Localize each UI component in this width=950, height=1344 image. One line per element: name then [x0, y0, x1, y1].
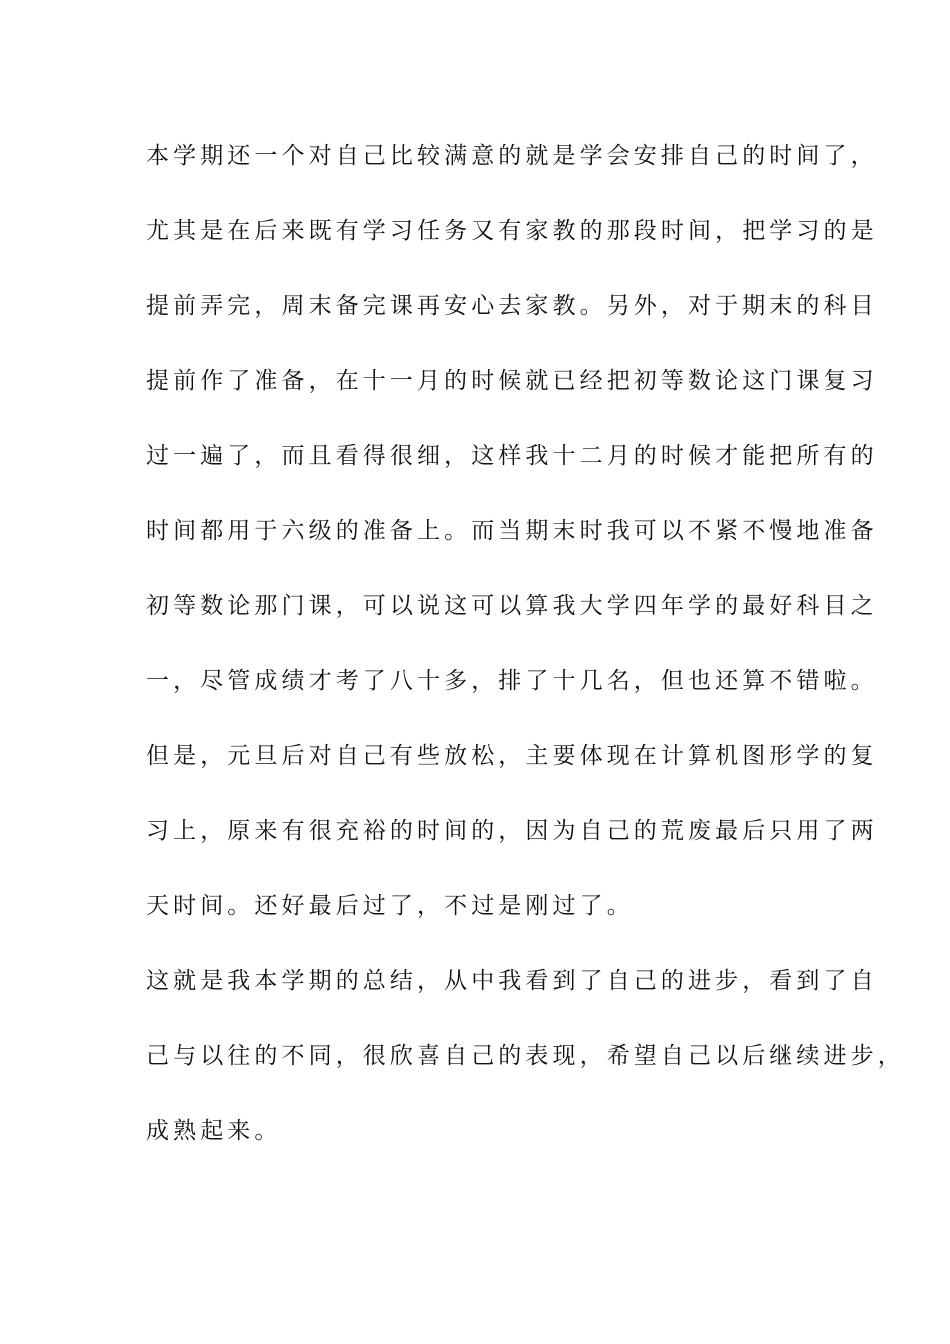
text-line: 过一遍了，而且看得很细，这样我十二月的时候才能把所有的	[146, 443, 878, 469]
text-line: 提前作了准备，在十一月的时候就已经把初等数论这门课复习	[146, 368, 878, 394]
text-line: 初等数论那门课，可以说这可以算我大学四年学的最好科目之	[146, 593, 878, 619]
text-line: 提前弄完，周末备完课再安心去家教。另外，对于期末的科目	[146, 293, 878, 319]
text-line: 己与以往的不同，很欣喜自己的表现，希望自己以后继续进步，	[146, 1043, 905, 1069]
text-line: 尤其是在后来既有学习任务又有家教的那段时间，把学习的是	[146, 218, 878, 244]
text-line: 这就是我本学期的总结，从中我看到了自己的进步，看到了自	[146, 968, 878, 994]
text-line: 本学期还一个对自己比较满意的就是学会安排自己的时间了，	[146, 143, 878, 169]
text-line: 天时间。还好最后过了，不过是刚过了。	[146, 893, 634, 919]
text-line: 但是，元旦后对自己有些放松，主要体现在计算机图形学的复	[146, 743, 878, 769]
text-line: 成熟起来。	[146, 1118, 282, 1144]
text-line: 时间都用于六级的准备上。而当期末时我可以不紧不慢地准备	[146, 518, 878, 544]
text-line: 一，尽管成绩才考了八十多，排了十几名，但也还算不错啦。	[146, 668, 878, 694]
body-text	[146, 134, 905, 1184]
text-line: 习上，原来有很充裕的时间的，因为自己的荒废最后只用了两	[146, 818, 878, 844]
